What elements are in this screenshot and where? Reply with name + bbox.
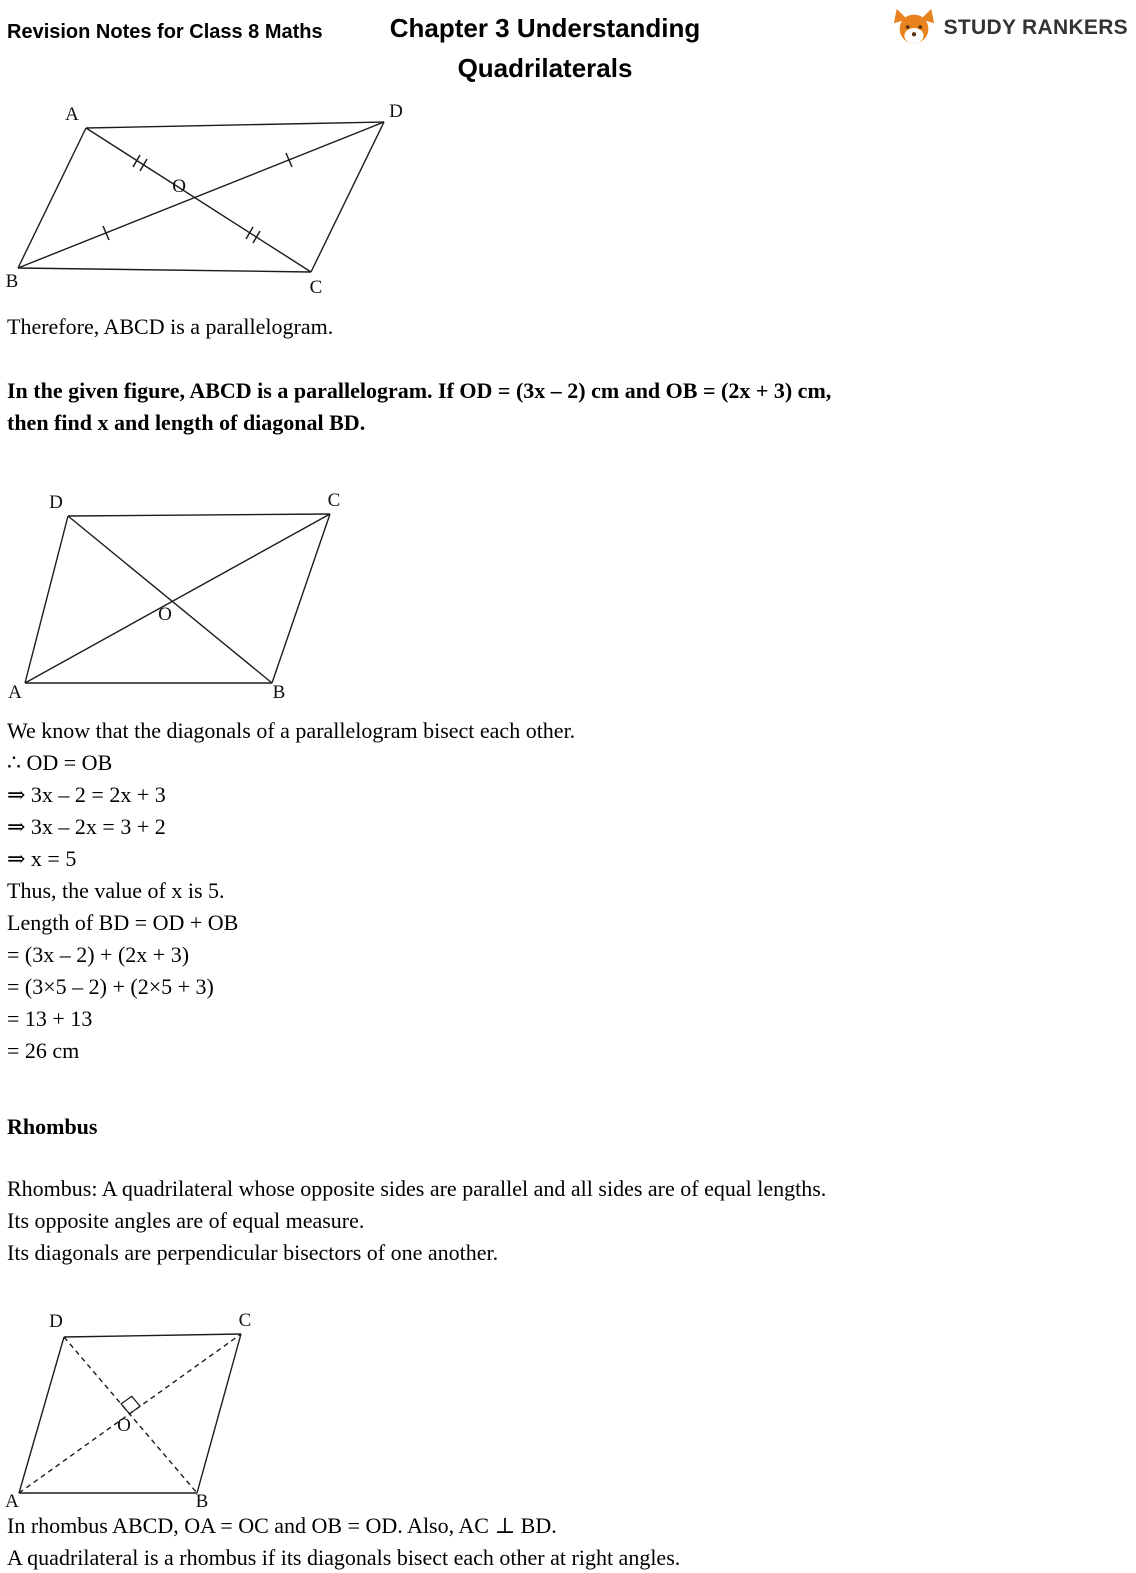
solution-line: ∴ OD = OB (7, 750, 113, 775)
fig1-vertex-label-d: D (389, 101, 403, 122)
solution-line: = 13 + 13 (7, 1006, 93, 1031)
logo-text: STUDY RANKERS (943, 16, 1128, 39)
solution-line: Length of BD = OD + OB (7, 910, 239, 935)
right-angle-mark (121, 1396, 140, 1414)
rhombus-heading: Rhombus (7, 1114, 98, 1139)
rhombus-properties (0, 1510, 1136, 1573)
solution-line: = 26 cm (7, 1038, 80, 1063)
solution-line: ⇒ 3x – 2x = 3 + 2 (7, 814, 166, 839)
solution-line: ⇒ x = 5 (7, 846, 77, 871)
question-text (0, 375, 1136, 439)
fig2-center-label-o: O (158, 604, 172, 625)
fig1-vertex-label-b: B (6, 271, 19, 292)
fig3-vertex-label-c: C (238, 1313, 252, 1331)
fig3-vertex-label-a: A (5, 1491, 19, 1508)
fox-logo-icon (891, 6, 937, 50)
question-line: In the given figure, ABCD is a parallelogram. If OD = (3x – 2) cm and OB = (2x + 3) cm, (7, 378, 832, 403)
fig2-vertex-label-b: B (272, 682, 286, 701)
fig3-vertex-label-b: B (195, 1491, 209, 1508)
chapter-title-line2: Quadrilaterals (457, 53, 633, 83)
rhombus-description-line: Its diagonals are perpendicular bisectors of one another. (7, 1240, 499, 1265)
rhombus-description-line: Its opposite angles are of equal measure. (7, 1208, 365, 1233)
rhombus-figure (4, 1313, 274, 1508)
rhombus-description-line: Rhombus: A quadrilateral whose opposite sides are parallel and all sides are of equal lengths. (7, 1176, 827, 1201)
fig3-center-label-o: O (117, 1415, 131, 1436)
fig1-center-label-o: O (172, 176, 186, 197)
solution-line: We know that the diagonals of a parallelogram bisect each other. (7, 718, 576, 743)
solution-line: Thus, the value of x is 5. (7, 878, 225, 903)
chapter-title-line1: Chapter 3 Understanding (389, 13, 701, 43)
rhombus-property-line: In rhombus ABCD, OA = OC and OB = OD. Also, AC ⊥ BD. (7, 1513, 557, 1538)
parallelogram-figure-1 (6, 100, 416, 305)
notes-title: Revision Notes for Class 8 Maths (7, 21, 323, 43)
fig1-vertex-label-a: A (65, 104, 79, 125)
solution-block (0, 715, 1136, 1067)
page-header (0, 0, 1136, 96)
solution-line: = (3×5 – 2) + (2×5 + 3) (7, 974, 214, 999)
fig2-vertex-label-c: C (327, 491, 341, 511)
conclusion-text: Therefore, ABCD is a parallelogram. (7, 314, 334, 339)
fig2-vertex-label-d: D (49, 492, 63, 513)
parallelogram-figure-2 (8, 491, 368, 701)
solution-line: = (3x – 2) + (2x + 3) (7, 942, 190, 967)
fig3-vertex-label-d: D (49, 1313, 63, 1332)
studyrankers-logo (891, 6, 1128, 50)
rhombus-property-line: A quadrilateral is a rhombus if its diagonals bisect each other at right angles. (7, 1545, 681, 1570)
question-line: then find x and length of diagonal BD. (7, 410, 366, 435)
rhombus-description (0, 1173, 1136, 1269)
fig1-vertex-label-c: C (309, 277, 323, 298)
solution-line: ⇒ 3x – 2 = 2x + 3 (7, 782, 166, 807)
fig2-vertex-label-a: A (8, 682, 22, 701)
